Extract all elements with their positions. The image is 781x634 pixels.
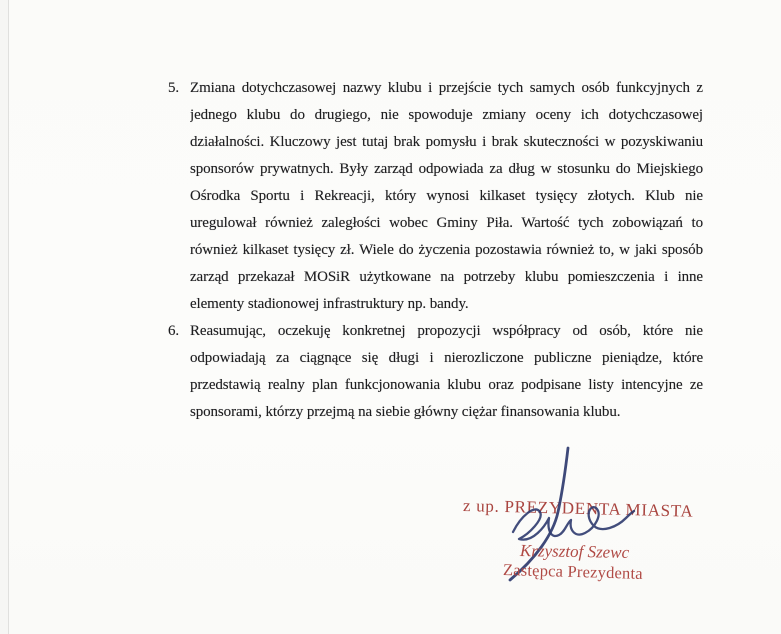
list-item-number: 6. [168,323,180,339]
list-item-text [190,318,703,426]
body-line: Zmiana dotychczasowej nazwy klubu i przejście tych samych osób funkcyjnych z [190,80,703,96]
body-line: uregulował również zaległości wobec Gminy Piła. Wartość tych zobowiązań to [190,215,703,231]
body-line: zarząd przekazał MOSiR użytkowane na potrzeby klubu pomieszczenia i inne [190,269,703,285]
authorization-stamp-line: z up. PREZYDENTA MIASTA [462,496,694,521]
numbered-list [168,75,703,426]
body-line: przedstawią realny plan funkcjonowania klubu oraz podpisane listy intencyjne ze [190,377,703,393]
scan-edge-line [8,0,9,634]
body-line: również kilkaset tysięcy zł. Wiele do życzenia pozostawia również to, w jaki sposób [190,242,703,258]
scan-edge-strip [0,0,8,634]
signatory-name: Krzysztof Szewc [519,541,630,562]
body-line: odpowiadają za ciągnące się długi i nierozliczone publiczne pieniądze, które [190,350,703,366]
body-line: sponsorów prywatnych. Były zarząd odpowiada za dług w stosunku do Miejskiego [190,161,703,177]
body-line: jednego klubu do drugiego, nie spowoduje zmiany oceny ich dotychczasowej [190,107,703,123]
body-line: Ośrodka Sportu i Rekreacji, który wynosi kilkaset tysięcy złotych. Klub nie [190,188,703,204]
signatory-title: Zastępca Prezydenta [502,560,644,583]
body-line: Reasumując, oczekuję konkretnej propozycji współpracy od osób, które nie [190,323,703,339]
body-line: sponsorami, którzy przejmą na siebie główny ciężar finansowania klubu. [190,404,621,420]
list-item [168,75,703,318]
list-item-text [190,75,703,318]
body-line: elementy stadionowej infrastruktury np. bandy. [190,296,469,312]
list-item-number: 5. [168,80,180,96]
body-line: działalności. Kluczowy jest tutaj brak pomysłu i brak skuteczności w pozyskiwaniu [190,134,703,150]
list-item [168,318,703,426]
